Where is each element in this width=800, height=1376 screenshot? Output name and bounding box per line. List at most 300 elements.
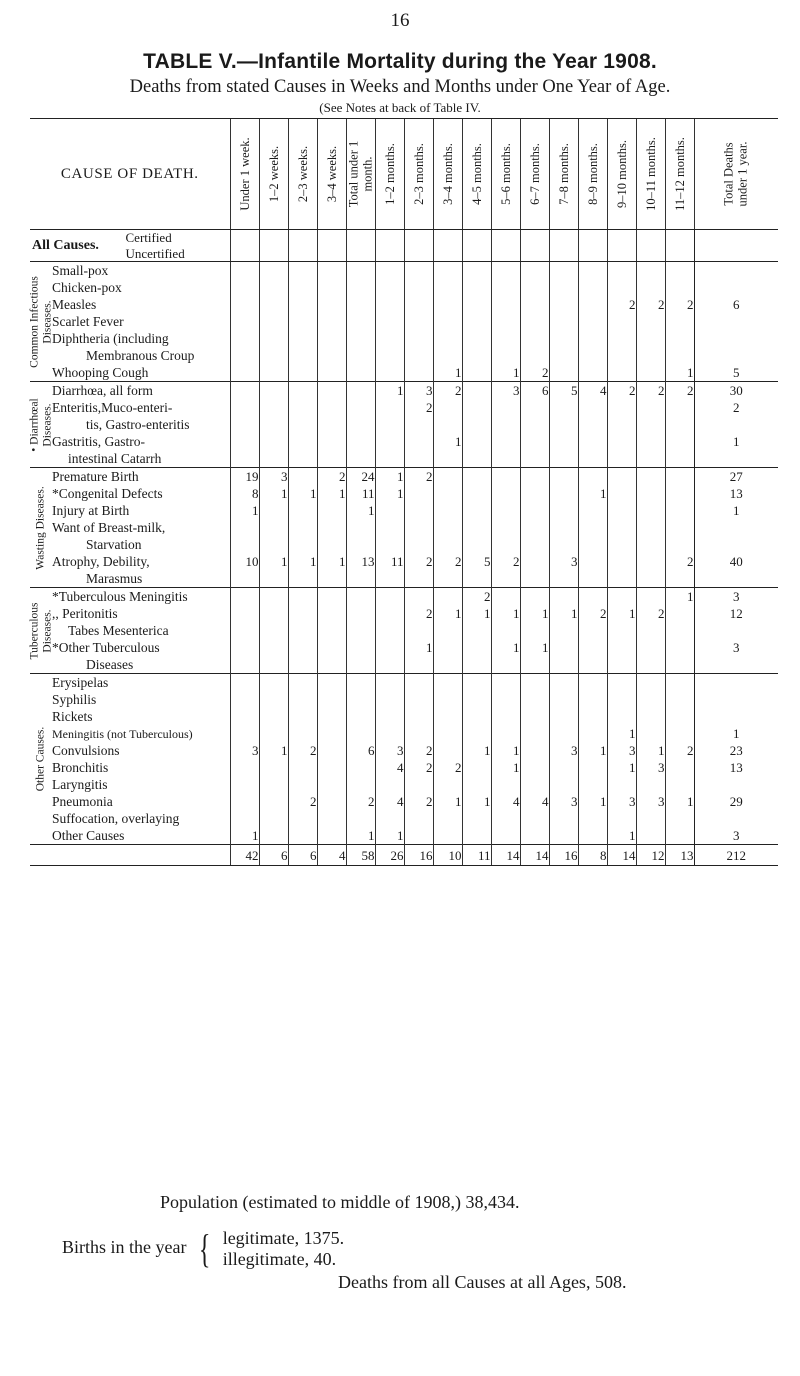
cause-name: Bronchitis [52, 759, 109, 775]
column-total-cell: 14 [607, 845, 636, 866]
age-header-label: Under 1 week. [237, 137, 252, 211]
value-cell [317, 742, 346, 759]
value-cell [404, 622, 433, 639]
value-cell [462, 382, 491, 400]
age-header-label: 3–4 months. [440, 143, 455, 205]
value-cell [375, 639, 404, 656]
cause-cell [52, 330, 230, 347]
value-cell [404, 570, 433, 588]
value-cell [636, 502, 665, 519]
value-cell [607, 639, 636, 656]
row-total-cell [694, 570, 778, 588]
value-cell [375, 810, 404, 827]
value-cell [230, 793, 259, 810]
value-cell: 4 [491, 793, 520, 810]
value-cell [462, 536, 491, 553]
value-cell [375, 399, 404, 416]
value-cell [549, 827, 578, 845]
value-cell: 1 [665, 793, 694, 810]
value-cell [491, 468, 520, 486]
cause-cell [52, 519, 230, 536]
value-cell [259, 296, 288, 313]
cause-cell [52, 382, 230, 400]
value-cell [317, 347, 346, 364]
value-cell [636, 570, 665, 588]
cause-name: Membranous Croup [86, 347, 195, 363]
value-cell [259, 313, 288, 330]
value-cell: 1 [578, 485, 607, 502]
value-cell [317, 656, 346, 674]
cause-name: *Tuberculous Meningitis [52, 588, 188, 604]
value-cell [665, 519, 694, 536]
value-cell [636, 279, 665, 296]
value-cell [404, 502, 433, 519]
value-cell [259, 433, 288, 450]
all-causes-cell [549, 230, 578, 262]
value-cell [317, 502, 346, 519]
value-cell: 3 [636, 793, 665, 810]
value-cell: 2 [288, 742, 317, 759]
all-causes-cell [665, 230, 694, 262]
value-cell [665, 502, 694, 519]
value-cell [346, 810, 375, 827]
value-cell [607, 347, 636, 364]
value-cell [636, 519, 665, 536]
age-header-9 [491, 119, 520, 230]
value-cell [665, 656, 694, 674]
value-cell [462, 622, 491, 639]
value-cell: 11 [346, 485, 375, 502]
value-cell [404, 485, 433, 502]
value-cell [404, 416, 433, 433]
value-cell: 3 [636, 759, 665, 776]
row-total-cell: 6 [694, 296, 778, 313]
value-cell [636, 468, 665, 486]
cause-name: Tabes Mesenterica [68, 622, 169, 638]
value-cell [607, 262, 636, 280]
value-cell [375, 262, 404, 280]
value-cell [346, 433, 375, 450]
value-cell: 1 [433, 433, 462, 450]
value-cell [259, 759, 288, 776]
value-cell [578, 827, 607, 845]
cause-name: Premature Birth [52, 468, 139, 484]
value-cell: 1 [346, 827, 375, 845]
value-cell [404, 725, 433, 742]
value-cell [665, 605, 694, 622]
age-header-15 [665, 119, 694, 230]
value-cell [665, 759, 694, 776]
value-cell [259, 536, 288, 553]
row-total-cell [694, 674, 778, 692]
row-total-cell [694, 776, 778, 793]
value-cell: 1 [259, 485, 288, 502]
value-cell: 2 [433, 382, 462, 400]
value-cell [549, 639, 578, 656]
value-cell [404, 827, 433, 845]
value-cell: 1 [491, 605, 520, 622]
value-cell [462, 416, 491, 433]
value-cell [288, 382, 317, 400]
value-cell [230, 296, 259, 313]
cause-name: *Congenital Defects [52, 485, 163, 501]
all-causes-cell [491, 230, 520, 262]
value-cell [288, 605, 317, 622]
age-header-label: 11–12 months. [672, 137, 687, 211]
age-header-10 [520, 119, 549, 230]
value-cell [491, 708, 520, 725]
value-cell [375, 588, 404, 606]
value-cell [404, 810, 433, 827]
value-cell [549, 674, 578, 692]
value-cell [665, 450, 694, 468]
cause-name: Want of Breast-milk, [52, 519, 166, 535]
row-total-cell: 13 [694, 759, 778, 776]
value-cell [259, 810, 288, 827]
value-cell [636, 347, 665, 364]
value-cell: 1 [665, 364, 694, 382]
value-cell: 2 [404, 742, 433, 759]
value-cell [636, 262, 665, 280]
value-cell [346, 639, 375, 656]
value-cell [578, 639, 607, 656]
age-header-label: 9–10 months. [614, 139, 629, 209]
value-cell [636, 776, 665, 793]
value-cell [520, 570, 549, 588]
value-cell [665, 691, 694, 708]
value-cell [433, 485, 462, 502]
value-cell: 1 [607, 759, 636, 776]
value-cell [578, 502, 607, 519]
value-cell [404, 691, 433, 708]
value-cell [578, 708, 607, 725]
value-cell [433, 468, 462, 486]
all-causes-cell [636, 230, 665, 262]
value-cell [230, 450, 259, 468]
cause-name: tis, Gastro-enteritis [86, 416, 190, 432]
value-cell [288, 450, 317, 468]
value-cell [317, 827, 346, 845]
value-cell: 1 [549, 605, 578, 622]
value-cell [230, 759, 259, 776]
value-cell [288, 433, 317, 450]
row-total-cell: 23 [694, 742, 778, 759]
row-total-cell [694, 810, 778, 827]
table-row [30, 450, 778, 468]
value-cell [230, 674, 259, 692]
row-total-cell: 27 [694, 468, 778, 486]
cause-cell [52, 708, 230, 725]
column-total-cell: 26 [375, 845, 404, 866]
value-cell [259, 708, 288, 725]
value-cell [404, 776, 433, 793]
value-cell [433, 570, 462, 588]
value-cell [317, 433, 346, 450]
value-cell [404, 279, 433, 296]
value-cell [259, 347, 288, 364]
value-cell [288, 691, 317, 708]
value-cell [288, 330, 317, 347]
value-cell [317, 536, 346, 553]
all-causes-cell [375, 230, 404, 262]
value-cell [549, 399, 578, 416]
table-row [30, 364, 778, 382]
value-cell [259, 382, 288, 400]
value-cell [375, 691, 404, 708]
cause-name: Chicken-pox [52, 279, 122, 295]
cause-name: intestinal Catarrh [68, 450, 162, 466]
value-cell [317, 279, 346, 296]
value-cell [520, 330, 549, 347]
value-cell [520, 450, 549, 468]
value-cell [433, 776, 462, 793]
value-cell [404, 313, 433, 330]
value-cell [433, 674, 462, 692]
table-row [30, 759, 778, 776]
value-cell [259, 691, 288, 708]
value-cell [520, 519, 549, 536]
value-cell [462, 296, 491, 313]
cause-cell [52, 759, 230, 776]
age-header-2 [288, 119, 317, 230]
row-total-cell: 40 [694, 553, 778, 570]
value-cell [665, 399, 694, 416]
value-cell [375, 570, 404, 588]
value-cell [317, 519, 346, 536]
all-causes-cell [520, 230, 549, 262]
value-cell: 1 [578, 742, 607, 759]
value-cell: 4 [578, 382, 607, 400]
value-cell [607, 691, 636, 708]
value-cell [491, 399, 520, 416]
value-cell [491, 502, 520, 519]
value-cell [346, 570, 375, 588]
table-row [30, 810, 778, 827]
table-row [30, 708, 778, 725]
value-cell [520, 827, 549, 845]
value-cell [578, 588, 607, 606]
value-cell [578, 347, 607, 364]
value-cell [520, 656, 549, 674]
value-cell: 4 [520, 793, 549, 810]
value-cell [607, 485, 636, 502]
value-cell [433, 450, 462, 468]
row-total-cell [694, 279, 778, 296]
value-cell: 1 [491, 742, 520, 759]
group-label: Other Causes. [34, 726, 47, 792]
column-total-cell: 12 [636, 845, 665, 866]
value-cell: 2 [636, 296, 665, 313]
value-cell [317, 776, 346, 793]
cause-cell [52, 399, 230, 416]
cause-name: Rickets [52, 708, 93, 724]
value-cell [607, 776, 636, 793]
value-cell [230, 622, 259, 639]
value-cell [462, 674, 491, 692]
value-cell [346, 656, 375, 674]
group-label: Tuberculous Diseases. [28, 602, 53, 660]
value-cell: 2 [317, 468, 346, 486]
cause-name: Erysipelas [52, 674, 109, 690]
value-cell [665, 262, 694, 280]
cause-cell [52, 313, 230, 330]
value-cell [288, 347, 317, 364]
age-header-label: 10–11 months. [643, 137, 658, 211]
value-cell [288, 810, 317, 827]
value-cell: 10 [230, 553, 259, 570]
value-cell [375, 725, 404, 742]
value-cell [259, 674, 288, 692]
value-cell [317, 570, 346, 588]
value-cell [462, 485, 491, 502]
value-cell [462, 502, 491, 519]
value-cell: 1 [636, 742, 665, 759]
value-cell [491, 450, 520, 468]
all-causes-cell [259, 230, 288, 262]
cause-name: Pneumonia [52, 793, 113, 809]
table-row [30, 382, 778, 400]
value-cell [288, 296, 317, 313]
value-cell: 1 [433, 793, 462, 810]
table-row [30, 622, 778, 639]
value-cell [346, 776, 375, 793]
cause-cell [52, 674, 230, 692]
cause-cell [52, 262, 230, 280]
table-row [30, 742, 778, 759]
value-cell [317, 639, 346, 656]
value-cell: 1 [491, 364, 520, 382]
value-cell: 1 [491, 639, 520, 656]
age-header-label: 2–3 weeks. [295, 145, 310, 203]
value-cell [578, 725, 607, 742]
value-cell [636, 708, 665, 725]
value-cell: 1 [433, 605, 462, 622]
value-cell [404, 656, 433, 674]
value-cell [288, 622, 317, 639]
value-cell [404, 262, 433, 280]
value-cell [375, 296, 404, 313]
cause-cell [52, 279, 230, 296]
cause-name: ,, Peritonitis [52, 605, 118, 621]
value-cell [462, 279, 491, 296]
cause-header: CAUSE OF DEATH. [30, 119, 230, 230]
value-cell [607, 416, 636, 433]
value-cell [491, 536, 520, 553]
age-header-11 [549, 119, 578, 230]
value-cell [607, 330, 636, 347]
value-cell [230, 725, 259, 742]
age-header-label: 3–4 weeks. [324, 145, 339, 203]
value-cell [346, 691, 375, 708]
value-cell: 1 [520, 605, 549, 622]
value-cell [636, 416, 665, 433]
value-cell: 1 [462, 742, 491, 759]
age-header-8 [462, 119, 491, 230]
value-cell [491, 810, 520, 827]
value-cell [433, 827, 462, 845]
value-cell [520, 416, 549, 433]
value-cell [346, 450, 375, 468]
value-cell [346, 674, 375, 692]
cause-name: Starvation [86, 536, 142, 552]
value-cell [491, 691, 520, 708]
value-cell [665, 810, 694, 827]
value-cell [230, 262, 259, 280]
value-cell [462, 708, 491, 725]
table-row [30, 279, 778, 296]
value-cell [491, 725, 520, 742]
value-cell: 1 [375, 485, 404, 502]
value-cell: 2 [636, 382, 665, 400]
value-cell [520, 622, 549, 639]
cause-cell [52, 364, 230, 382]
value-cell: 4 [375, 793, 404, 810]
all-causes-cell [317, 230, 346, 262]
cause-cell [52, 725, 230, 742]
value-cell [578, 536, 607, 553]
cause-cell [52, 605, 230, 622]
value-cell [520, 759, 549, 776]
value-cell [230, 313, 259, 330]
value-cell [607, 674, 636, 692]
value-cell: 11 [375, 553, 404, 570]
value-cell [259, 330, 288, 347]
value-cell [491, 776, 520, 793]
cause-cell [52, 485, 230, 502]
table-row [30, 399, 778, 416]
value-cell: 3 [607, 742, 636, 759]
table-row [30, 416, 778, 433]
row-total-cell: 12 [694, 605, 778, 622]
value-cell: 2 [404, 553, 433, 570]
value-cell [433, 656, 462, 674]
value-cell [636, 313, 665, 330]
value-cell [607, 399, 636, 416]
value-cell [375, 708, 404, 725]
value-cell [578, 759, 607, 776]
value-cell: 5 [549, 382, 578, 400]
value-cell [520, 674, 549, 692]
cause-cell [52, 536, 230, 553]
value-cell [288, 313, 317, 330]
value-cell: 2 [404, 399, 433, 416]
value-cell [520, 588, 549, 606]
value-cell [317, 793, 346, 810]
value-cell [665, 827, 694, 845]
value-cell [375, 536, 404, 553]
value-cell: 1 [607, 725, 636, 742]
value-cell [578, 279, 607, 296]
value-cell [230, 656, 259, 674]
cause-name: Measles [52, 296, 97, 312]
value-cell [259, 502, 288, 519]
all-causes-title: All Causes. [32, 237, 99, 253]
value-cell [520, 708, 549, 725]
value-cell: 1 [404, 639, 433, 656]
value-cell [346, 399, 375, 416]
group-label-cell [30, 674, 52, 845]
cause-name: Marasmus [86, 570, 143, 586]
value-cell [520, 313, 549, 330]
table-row [30, 433, 778, 450]
value-cell [665, 622, 694, 639]
value-cell [462, 691, 491, 708]
column-total-cell: 14 [491, 845, 520, 866]
value-cell [346, 262, 375, 280]
value-cell [230, 279, 259, 296]
value-cell [578, 776, 607, 793]
value-cell [230, 330, 259, 347]
